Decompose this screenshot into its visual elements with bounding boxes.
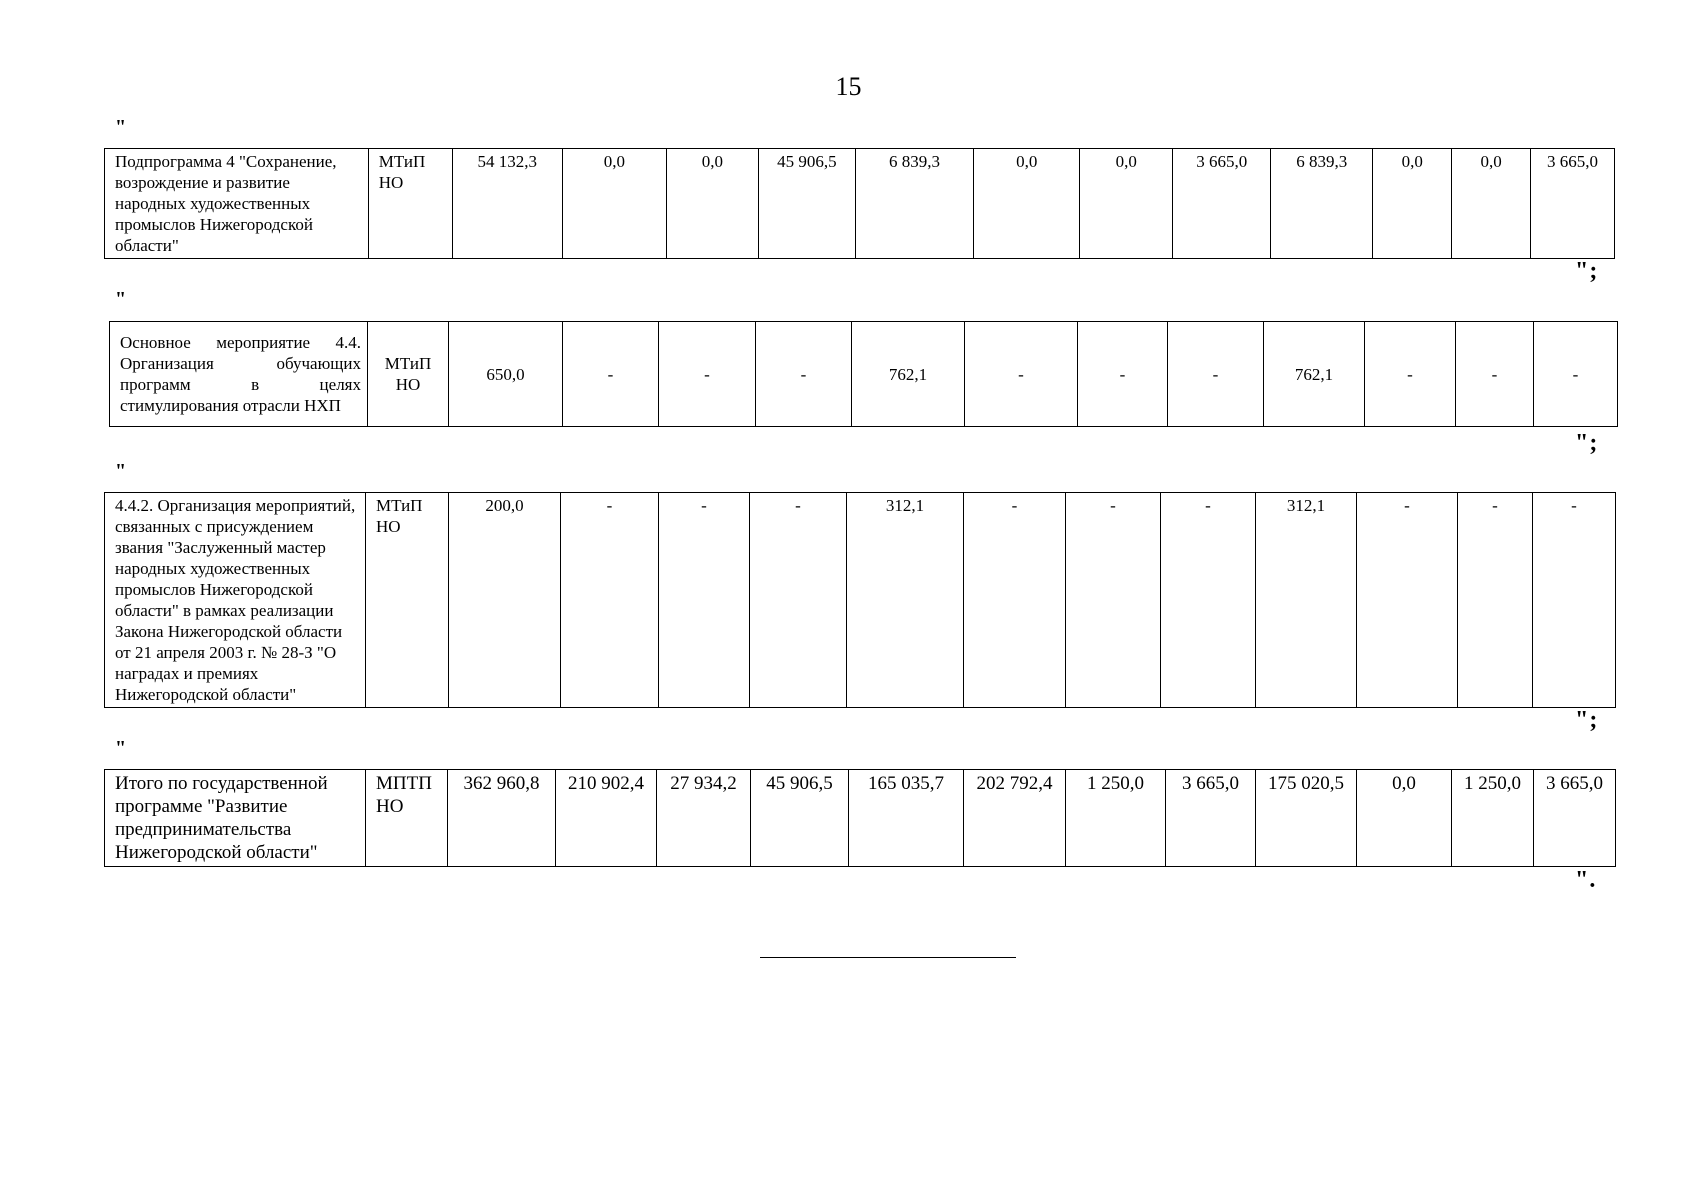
cell-value: 0,0	[1452, 149, 1531, 259]
table-subprogram-4	[104, 148, 1615, 259]
cell-value: -	[659, 493, 750, 708]
row-org: МПТП НО	[366, 770, 448, 867]
table-activity-4-4-2	[104, 492, 1616, 708]
cell-value: 210 902,4	[556, 770, 657, 867]
cell-value: -	[1458, 493, 1533, 708]
cell-value: -	[1161, 493, 1256, 708]
row-name: 4.4.2. Организация мероприятий, связанных с присуждением звания "Заслуженный мастер народных художественных промыслов Нижегородской области" в рамках реализации Закона Нижегородской области от 21 апреля 2003 г. № 28-З "О наградах и премиях Нижегородской области"	[105, 493, 366, 708]
cell-value: -	[561, 493, 659, 708]
page-number: 15	[835, 72, 862, 101]
cell-value: 0,0	[1357, 770, 1452, 867]
cell-value: -	[1456, 322, 1534, 427]
table-row	[105, 770, 1616, 867]
cell-value: 0,0	[666, 149, 758, 259]
closing-quote: ";	[1575, 430, 1599, 456]
cell-value: 27 934,2	[657, 770, 751, 867]
table-main-activity-4-4	[109, 321, 1618, 427]
cell-value: 202 792,4	[964, 770, 1066, 867]
cell-value: -	[1534, 322, 1618, 427]
row-name: Подпрограмма 4 "Сохранение, возрождение и развитие народных художественных промыслов Нижегородской области"	[105, 149, 369, 259]
cell-value: 3 665,0	[1531, 149, 1615, 259]
cell-value: 165 035,7	[849, 770, 964, 867]
opening-quote: "	[115, 460, 127, 482]
cell-value: 650,0	[449, 322, 563, 427]
row-org: МТиП НО	[368, 149, 452, 259]
cell-value: 312,1	[1256, 493, 1357, 708]
opening-quote: "	[115, 116, 127, 138]
closing-quote: ".	[1575, 867, 1597, 893]
cell-value: -	[563, 322, 659, 427]
cell-value: 1 250,0	[1452, 770, 1534, 867]
cell-value: 3 665,0	[1166, 770, 1256, 867]
cell-value: -	[1365, 322, 1456, 427]
cell-value: -	[659, 322, 756, 427]
cell-value: 6 839,3	[1271, 149, 1373, 259]
cell-value: 0,0	[562, 149, 666, 259]
table-row	[110, 322, 1618, 427]
cell-value: 3 665,0	[1534, 770, 1616, 867]
cell-value: 0,0	[974, 149, 1080, 259]
cell-value: 54 132,3	[452, 149, 562, 259]
cell-value: -	[1533, 493, 1616, 708]
cell-value: 6 839,3	[855, 149, 973, 259]
cell-value: 0,0	[1080, 149, 1173, 259]
opening-quote: "	[115, 288, 127, 310]
cell-value: 762,1	[852, 322, 965, 427]
end-rule	[760, 957, 1016, 958]
closing-quote: ";	[1575, 707, 1599, 733]
cell-value: -	[1357, 493, 1458, 708]
cell-value: 45 906,5	[751, 770, 849, 867]
table-row	[105, 493, 1616, 708]
closing-quote: ";	[1575, 258, 1599, 284]
cell-value: 362 960,8	[448, 770, 556, 867]
table-row	[105, 149, 1615, 259]
cell-value: 175 020,5	[1256, 770, 1357, 867]
row-org: МТиП НО	[368, 322, 449, 427]
cell-value: -	[756, 322, 852, 427]
cell-value: -	[965, 322, 1078, 427]
cell-value: 762,1	[1264, 322, 1365, 427]
row-name: Итого по государственной программе "Развитие предпринимательства Нижегородской области"	[105, 770, 366, 867]
table-program-total	[104, 769, 1616, 867]
cell-value: -	[1168, 322, 1264, 427]
row-name: Основное мероприятие 4.4. Организация обучающих программ в целях стимулирования отрасли НХП	[110, 322, 368, 427]
cell-value: -	[1066, 493, 1161, 708]
cell-value: 312,1	[847, 493, 964, 708]
cell-value: -	[964, 493, 1066, 708]
cell-value: 45 906,5	[758, 149, 855, 259]
cell-value: 1 250,0	[1066, 770, 1166, 867]
cell-value: 0,0	[1373, 149, 1452, 259]
cell-value: 3 665,0	[1173, 149, 1271, 259]
row-org: МТиП НО	[366, 493, 449, 708]
cell-value: -	[750, 493, 847, 708]
cell-value: 200,0	[449, 493, 561, 708]
opening-quote: "	[115, 737, 127, 759]
cell-value: -	[1078, 322, 1168, 427]
